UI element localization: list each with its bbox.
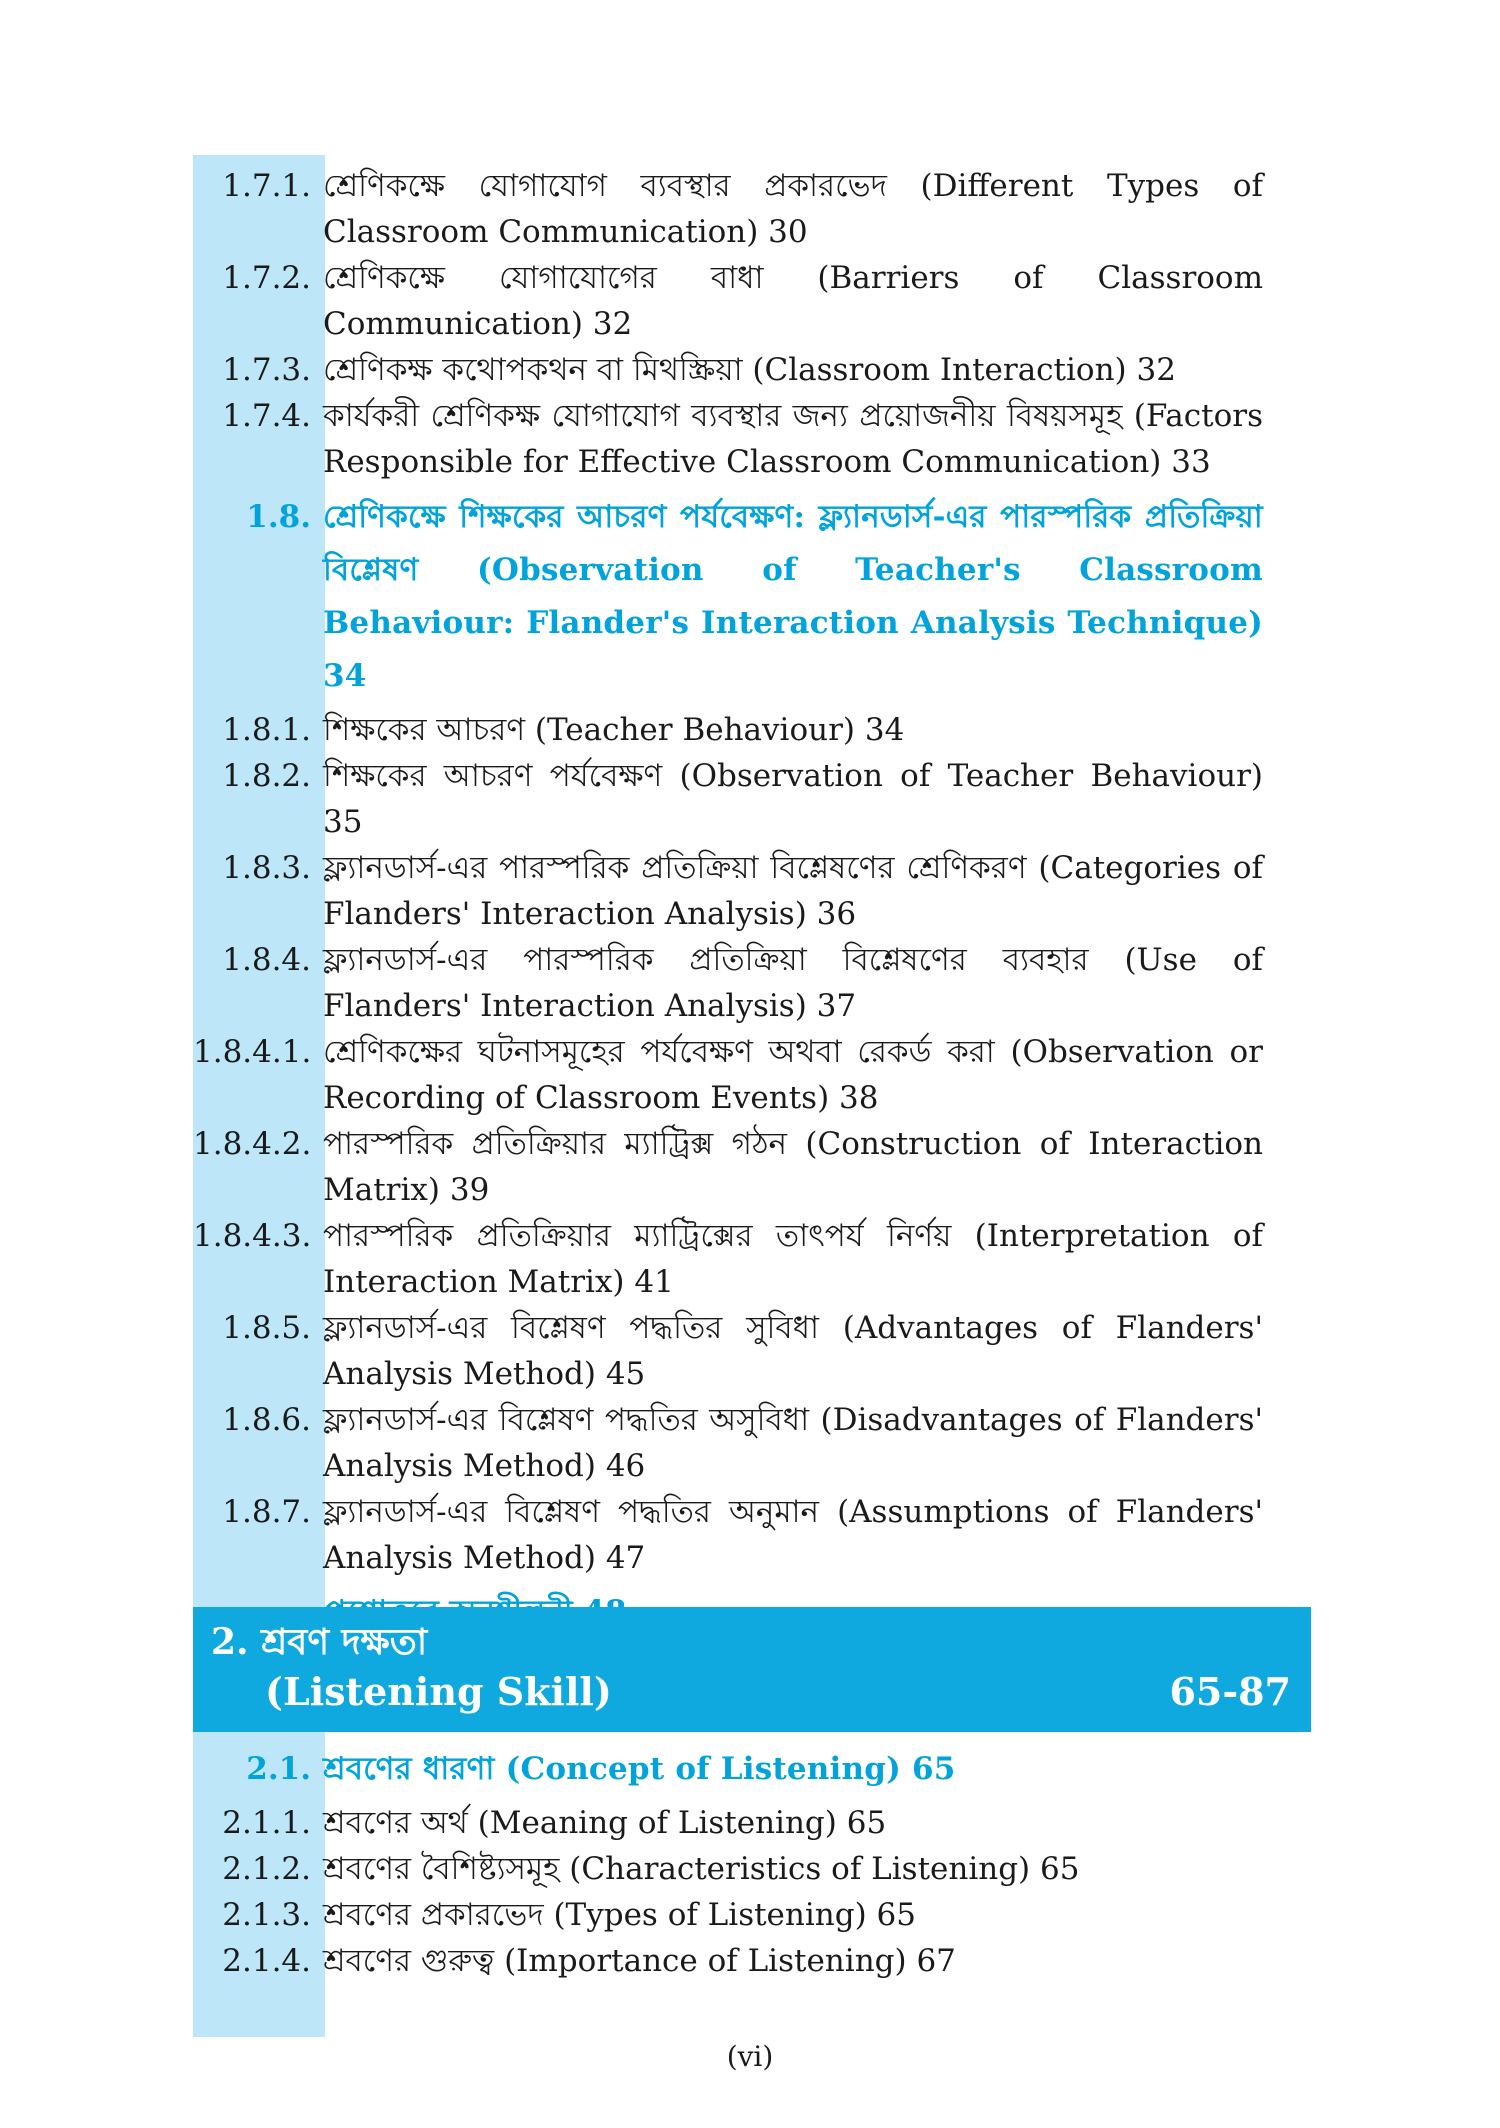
toc-entry — [193, 753, 1263, 845]
toc-text: শ্রবণের অর্থ (Meaning of Listening) 65 — [323, 1805, 887, 1841]
toc-text: শ্রবণের গুরুত্ব (Importance of Listening) 67 — [323, 1943, 956, 1979]
chapter-title-english: (Listening Skill) — [265, 1669, 612, 1714]
toc-number: 2.1.4. — [222, 1943, 311, 1979]
toc-number: 2.1.3. — [222, 1897, 311, 1933]
toc-text: ফ্ল্যানডার্স-এর বিশ্লেষণ পদ্ধতির সুবিধা (Advantages of Flanders' Analysis Method) 45 — [323, 1310, 1263, 1392]
toc-text: শ্রেণিকক্ষে শিক্ষকের আচরণ পর্যবেক্ষণ: ফ্ল্যানডার্স-এর পারস্পরিক প্রতিক্রিয়া বিশ্লেষণ (Observation of Teacher's Classroom Behaviour: Flander's Interaction Analysis Technique) 34 — [323, 499, 1263, 694]
toc-text: শ্রেণিকক্ষে যোগাযোগ ব্যবস্থার প্রকারভেদ (Different Types of Classroom Communication) 30 — [323, 168, 1263, 250]
toc-text: শিক্ষকের আচরণ (Teacher Behaviour) 34 — [323, 712, 905, 748]
toc-number: 1.8.4.1. — [193, 1034, 312, 1070]
toc-number: 1.8.2. — [222, 758, 311, 794]
toc-entry — [193, 1938, 1263, 1984]
toc-number: 2.1.1. — [222, 1805, 311, 1841]
table-of-contents — [193, 163, 1263, 1635]
toc-text: ফ্ল্যানডার্স-এর পারস্পরিক প্রতিক্রিয়া বিশ্লেষণের ব্যবহার (Use of Flanders' Interaction Analysis) 37 — [323, 942, 1263, 1024]
toc-entry — [193, 1121, 1263, 1213]
toc-entry — [193, 1213, 1263, 1305]
toc-text: শ্রেণিকক্ষে যোগাযোগের বাধা (Barriers of Classroom Communication) 32 — [323, 260, 1263, 342]
toc-number: 1.8.6. — [222, 1402, 311, 1438]
chapter-title-bengali: শ্রবণ দক্ষতা — [261, 1621, 428, 1663]
toc-number: 1.8. — [246, 499, 311, 535]
toc-entry — [193, 1489, 1263, 1581]
toc-text: ফ্ল্যানডার্স-এর বিশ্লেষণ পদ্ধতির অসুবিধা (Disadvantages of Flanders' Analysis Method) 46 — [323, 1402, 1263, 1484]
toc-number: 1.8.7. — [222, 1494, 311, 1530]
toc-entry — [193, 255, 1263, 347]
toc-number: 1.8.1. — [222, 712, 311, 748]
toc-entry — [193, 845, 1263, 937]
toc-number: 1.7.1. — [222, 168, 311, 204]
toc-number: 1.7.4. — [222, 398, 311, 434]
table-of-contents-chapter-2 — [193, 1737, 1263, 1984]
toc-entry — [193, 1892, 1263, 1938]
toc-entry — [193, 347, 1263, 393]
toc-text: পারস্পরিক প্রতিক্রিয়ার ম্যাট্রিক্সের তাৎপর্য নির্ণয় (Interpretation of Interaction Matrix) 41 — [323, 1218, 1263, 1300]
chapter-number: 2. — [211, 1621, 249, 1663]
toc-text: ফ্ল্যানডার্স-এর বিশ্লেষণ পদ্ধতির অনুমান (Assumptions of Flanders' Analysis Method) 47 — [323, 1494, 1263, 1576]
chapter-banner — [193, 1607, 1311, 1732]
toc-number: 1.8.3. — [222, 850, 311, 886]
toc-entry — [193, 393, 1263, 485]
toc-entry — [193, 1846, 1263, 1892]
toc-entry — [193, 163, 1263, 255]
page-number: (vi) — [726, 2040, 774, 2073]
toc-number: 1.8.4. — [222, 942, 311, 978]
toc-number: 1.8.5. — [222, 1310, 311, 1346]
toc-number: 1.8.4.3. — [193, 1218, 312, 1254]
toc-number: 2.1.2. — [222, 1851, 311, 1887]
toc-entry — [193, 707, 1263, 753]
toc-text: শ্রেণিকক্ষ কথোপকথন বা মিথস্ক্রিয়া (Classroom Interaction) 32 — [323, 352, 1176, 388]
toc-section-heading — [193, 491, 1263, 703]
toc-text: শ্রবণের ধারণা (Concept of Listening) 65 — [323, 1751, 956, 1787]
toc-text: কার্যকরী শ্রেণিকক্ষ যোগাযোগ ব্যবস্থার জন্য প্রয়োজনীয় বিষয়সমূহ (Factors Responsible for Effective Classroom Communication) 33 — [323, 398, 1263, 480]
toc-number: 2.1. — [246, 1751, 311, 1787]
toc-number: 1.7.2. — [222, 260, 311, 296]
toc-text: শ্রবণের প্রকারভেদ (Types of Listening) 65 — [323, 1897, 916, 1933]
toc-number: 1.7.3. — [222, 352, 311, 388]
chapter-page-range: 65-87 — [1169, 1669, 1291, 1714]
toc-number: 1.8.4.2. — [193, 1126, 312, 1162]
toc-text: ফ্ল্যানডার্স-এর পারস্পরিক প্রতিক্রিয়া বিশ্লেষণের শ্রেণিকরণ (Categories of Flanders' Interaction Analysis) 36 — [323, 850, 1263, 932]
toc-text: শিক্ষকের আচরণ পর্যবেক্ষণ (Observation of Teacher Behaviour) 35 — [323, 758, 1263, 840]
toc-entry — [193, 1800, 1263, 1846]
toc-entry — [193, 1305, 1263, 1397]
toc-entry — [193, 1029, 1263, 1121]
toc-entry — [193, 937, 1263, 1029]
toc-text: পারস্পরিক প্রতিক্রিয়ার ম্যাট্রিক্স গঠন (Construction of Interaction Matrix) 39 — [323, 1126, 1263, 1208]
toc-text: শ্রেণিকক্ষের ঘটনাসমূহের পর্যবেক্ষণ অথবা রেকর্ড করা (Observation or Recording of Classroom Events) 38 — [323, 1034, 1263, 1116]
toc-section-heading — [193, 1743, 1263, 1796]
toc-text: শ্রবণের বৈশিষ্ট্যসমূহ (Characteristics of Listening) 65 — [323, 1851, 1080, 1887]
toc-entry — [193, 1397, 1263, 1489]
chapter-title-bn — [211, 1615, 427, 1675]
